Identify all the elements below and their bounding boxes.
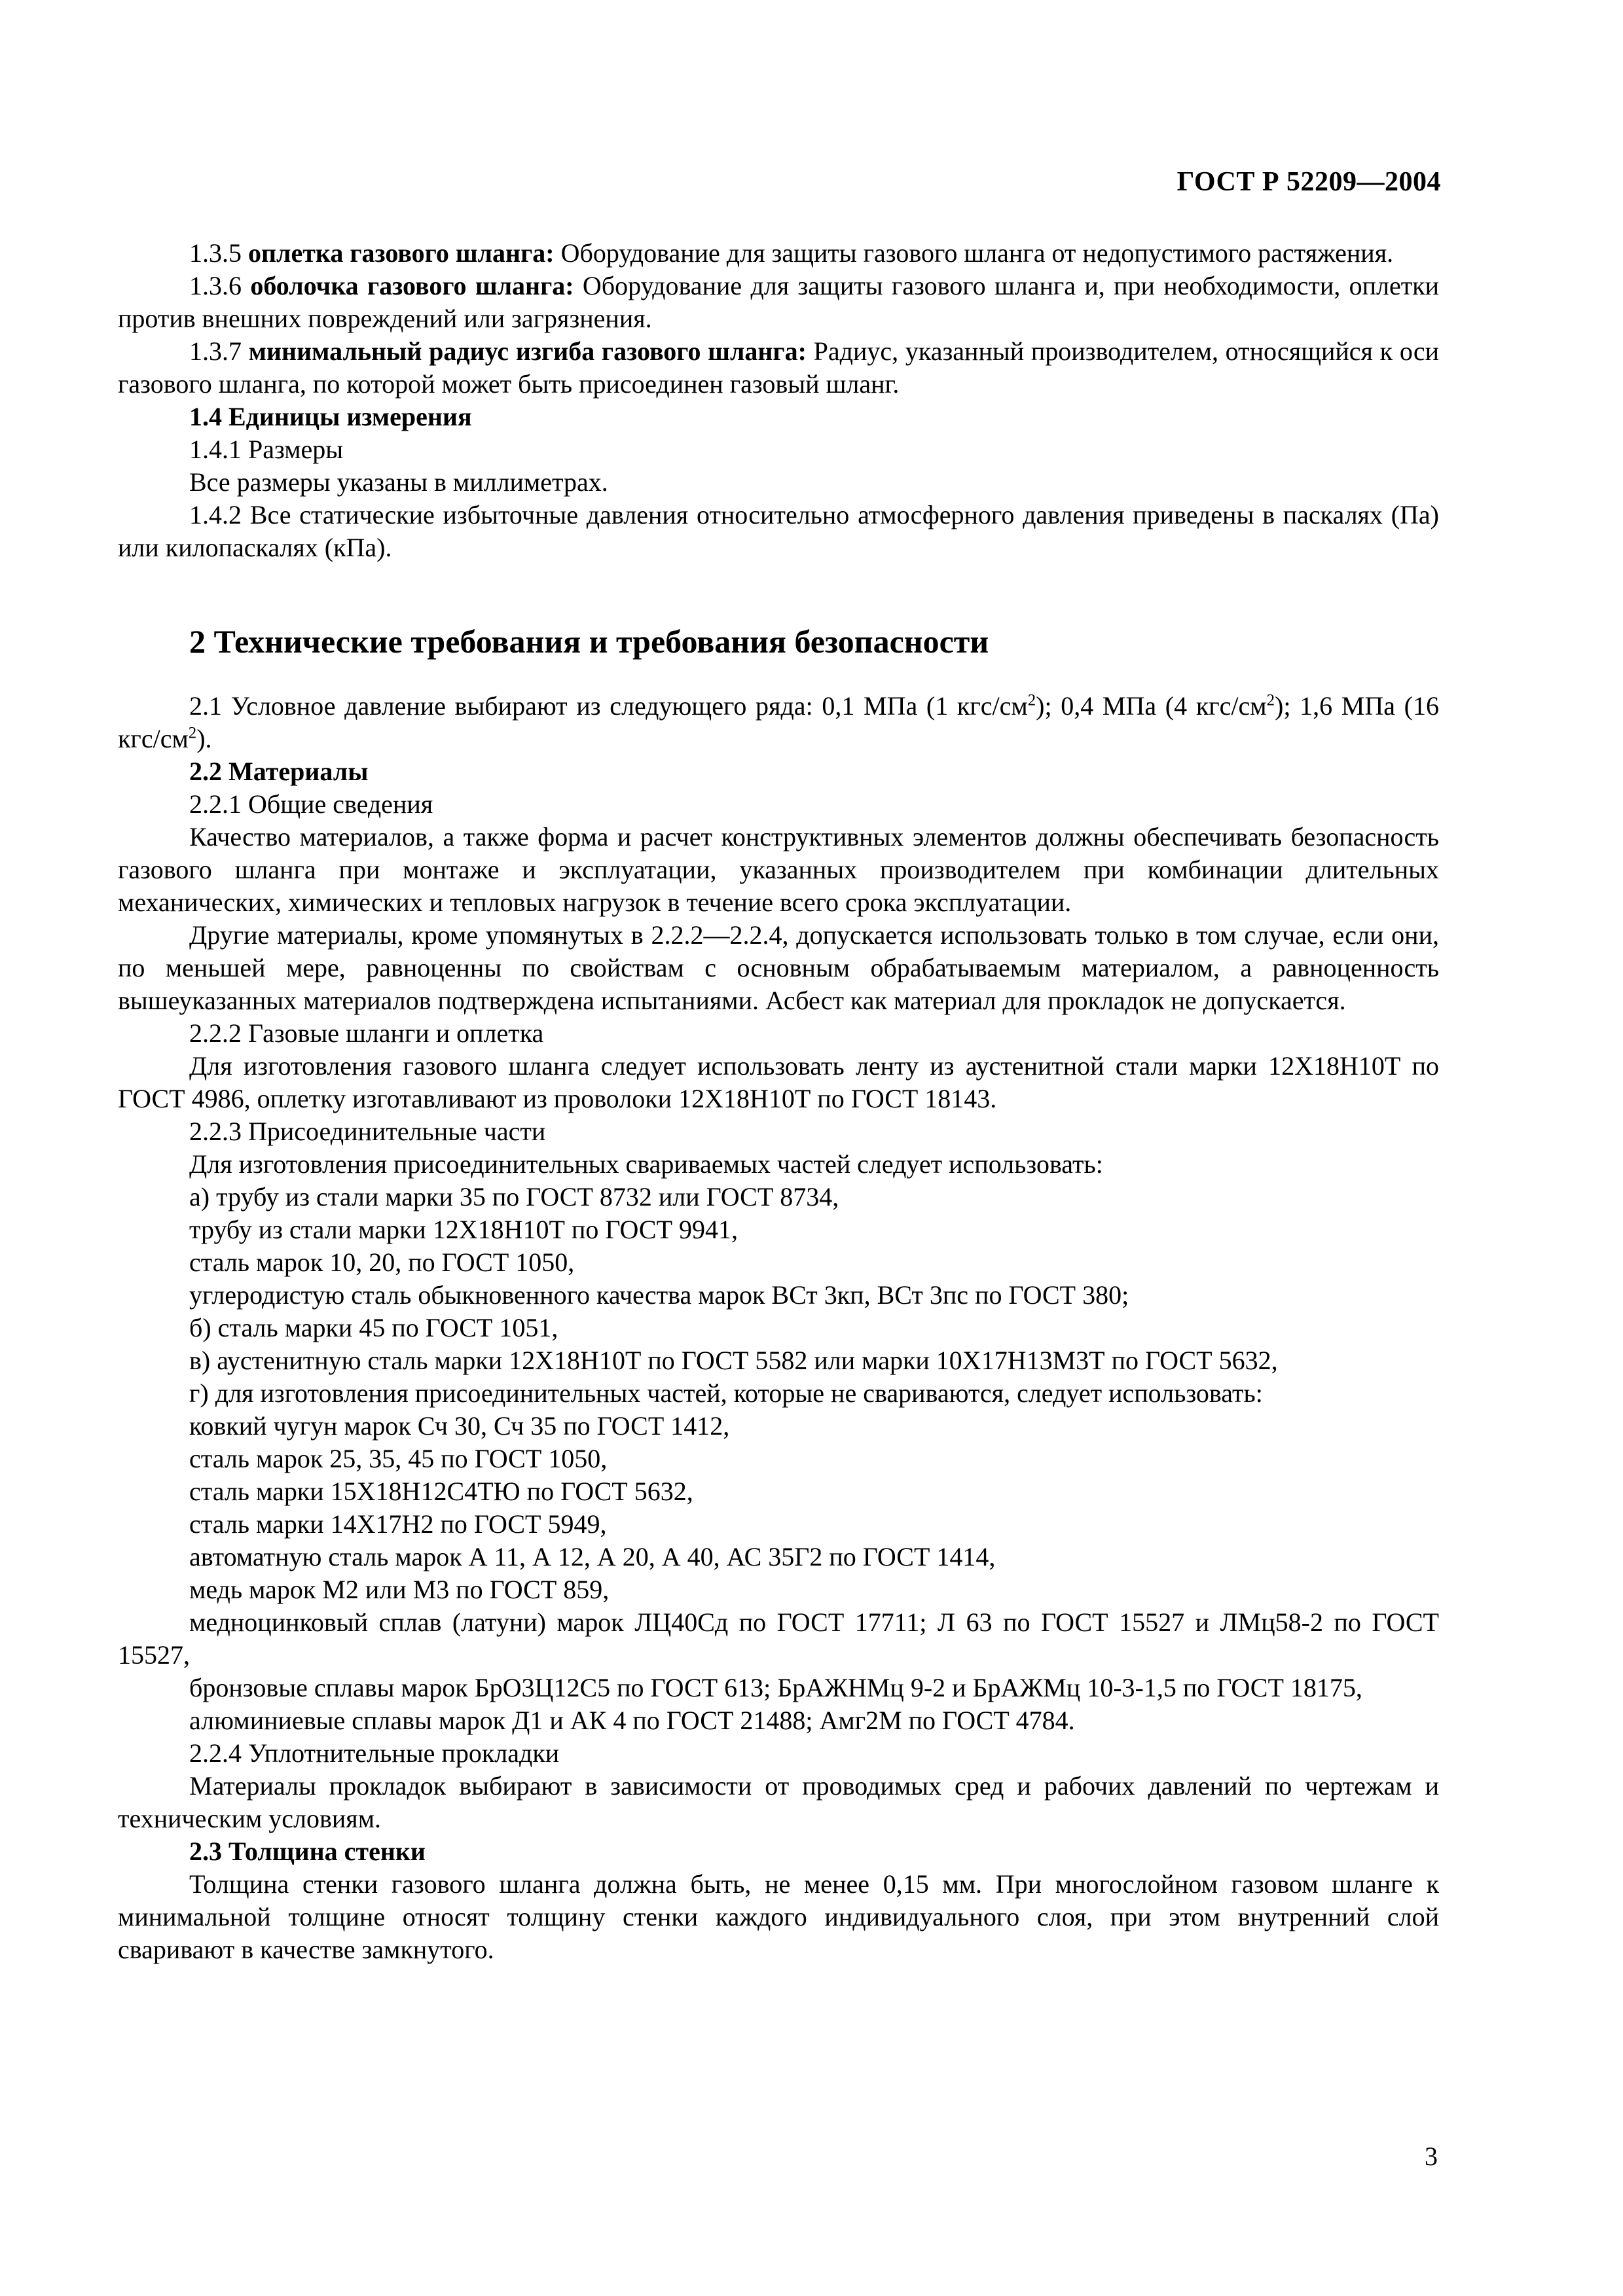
definition: Радиус, указанный производителем, относящийся к оси газового шланга, по которой может быть присоединен газовый шланг. xyxy=(118,336,1440,399)
paragraph-2-1: 2.1 Условное давление выбирают из следующего ряда: 0,1 МПа (1 кгс/$см^2$); 0,4 МПа (4 кгс/$см^2$); 1,6 МПа (16 кгс/$см^2$). xyxy=(118,691,1440,753)
paragraph-2-2-2-a: Для изготовления газового шланга следует использовать ленту из аустенитной стали марки 12Х18Н10Т по ГОСТ 4986, оплетку изготавливают из проволоки 12Х18Н10Т по ГОСТ 18143. xyxy=(118,1051,1439,1113)
paragraph-2-2-1: 2.2.1 Общие сведения xyxy=(189,789,433,819)
list-item: углеродистую сталь обыкновенного качества марок ВСт 3кп, ВСт 3пс по ГОСТ 380; xyxy=(189,1280,1129,1310)
paragraph-1-3-6 xyxy=(118,270,1439,335)
list-item: сталь марки 15Х18Н12С4ТЮ по ГОСТ 5632, xyxy=(189,1477,693,1506)
clause-number: 1.3.7 xyxy=(189,336,242,366)
term: оболочка газового шланга: xyxy=(250,271,574,300)
term: минимальный радиус изгиба газового шланга: xyxy=(248,336,807,366)
paragraph-1-4-2: 1.4.2 Все статические избыточные давления относительно атмосферного давления приведены в паскалях (Па) или килопаскалях (кПа). xyxy=(118,500,1439,562)
paragraph-2-2-3-a: Для изготовления присоединительных свариваемых частей следует использовать: xyxy=(189,1149,1103,1179)
list-item: медноцинковый сплав (латуни) марок ЛЦ40Сд по ГОСТ 17711; Л 63 по ГОСТ 15527 и ЛМц58-2 по ГОСТ 15527, xyxy=(118,1607,1439,1670)
paragraph-1-4-1-text: Все размеры указаны в миллиметрах. xyxy=(189,467,608,497)
definition: Оборудование для защиты газового шланга от недопустимого растяжения. xyxy=(560,238,1394,268)
list-item: алюминиевые сплавы марок Д1 и АК 4 по ГОСТ 21488; Амг2М по ГОСТ 4784. xyxy=(189,1706,1075,1735)
paragraph-1-3-5 xyxy=(118,237,1439,270)
page-number: 3 xyxy=(1425,2142,1438,2171)
clause-number: 1.3.5 xyxy=(189,238,242,268)
subsection-heading-2-2: 2.2 Материалы xyxy=(189,757,369,786)
term: оплетка газового шланга: xyxy=(248,238,555,268)
paragraph-2-2-1-b: Другие материалы, кроме упомянутых в 2.2.2—2.2.4, допускается использовать только в том случае, если они, по меньшей мере, равноценны по свойствам с основным обрабатываемым материалом, а равноценность вышеуказанных материалов подтверждена испытаниями. Асбест как материал для прокладок не допускается. xyxy=(118,920,1439,1015)
paragraph-2-3-a: Толщина стенки газового шланга должна быть, не менее 0,15 мм. При многослойном газовом шланге к минимальной толщине относят толщину стенки каждого индивидуального слоя, при этом внутренний слой сваривают в качестве замкнутого. xyxy=(118,1869,1439,1964)
paragraph-1-3-7 xyxy=(118,335,1439,401)
list-item: а) трубу из стали марки 35 по ГОСТ 8732 или ГОСТ 8734, xyxy=(189,1182,839,1211)
definition: Оборудование для защиты газового шланга и, при необходимости, оплетки против внешних повреждений или загрязнения. xyxy=(118,271,1440,333)
paragraph-2-2-4: 2.2.4 Уплотнительные прокладки xyxy=(189,1738,560,1768)
clause-number: 1.3.6 xyxy=(189,271,242,300)
subsection-heading-2-3: 2.3 Толщина стенки xyxy=(189,1837,426,1866)
list-item: медь марок М2 или М3 по ГОСТ 859, xyxy=(189,1575,610,1604)
paragraph-2-2-4-a: Материалы прокладок выбирают в зависимости от проводимых сред и рабочих давлений по чертежам и техническим условиям. xyxy=(118,1771,1439,1833)
list-item: г) для изготовления присоединительных частей, которые не свариваются, следует использовать: xyxy=(189,1378,1263,1408)
paragraph-2-2-3: 2.2.3 Присоединительные части xyxy=(189,1117,546,1146)
list-item: бронзовые сплавы марок БрО3Ц12С5 по ГОСТ 613; БрАЖНМц 9-2 и БрАЖМц 10-3-1,5 по ГОСТ 18175, xyxy=(189,1673,1362,1702)
section-2-block xyxy=(118,690,1439,1966)
list-item: сталь марки 14Х17Н2 по ГОСТ 5949, xyxy=(189,1509,607,1539)
list-item: сталь марок 25, 35, 45 по ГОСТ 1050, xyxy=(189,1444,608,1473)
paragraph-2-2-2: 2.2.2 Газовые шланги и оплетка xyxy=(189,1018,544,1048)
list-item: в) аустенитную сталь марки 12Х18Н10Т по ГОСТ 5582 или марки 10Х17Н13М3Т по ГОСТ 5632, xyxy=(189,1346,1278,1375)
list-item: б) сталь марки 45 по ГОСТ 1051, xyxy=(189,1313,558,1342)
paragraph-1-4-1: 1.4.1 Размеры xyxy=(189,435,344,464)
subsection-heading-1-4: 1.4 Единицы измерения xyxy=(189,402,472,431)
document-number-header: ГОСТ Р 52209—2004 xyxy=(1176,167,1441,197)
list-item: трубу из стали марки 12Х18Н10Т по ГОСТ 9941, xyxy=(189,1215,739,1244)
list-item: сталь марок 10, 20, по ГОСТ 1050, xyxy=(189,1247,575,1277)
section-1-block xyxy=(118,237,1439,564)
list-item: ковкий чугун марок Сч 30, Сч 35 по ГОСТ 1412, xyxy=(189,1411,730,1441)
section-2-title: 2 Технические требования и требования безопасности xyxy=(189,623,989,660)
paragraph-2-2-1-a: Качество материалов, а также форма и расчет конструктивных элементов должны обеспечивать безопасность газового шланга при монтаже и эксплуатации, указанных производителем при комбинации длительных механических, химических и тепловых нагрузок в течение всего срока эксплуатации. xyxy=(118,822,1439,917)
list-item: автоматную сталь марок А 11, А 12, А 20, А 40, АС 35Г2 по ГОСТ 1414, xyxy=(189,1542,996,1571)
